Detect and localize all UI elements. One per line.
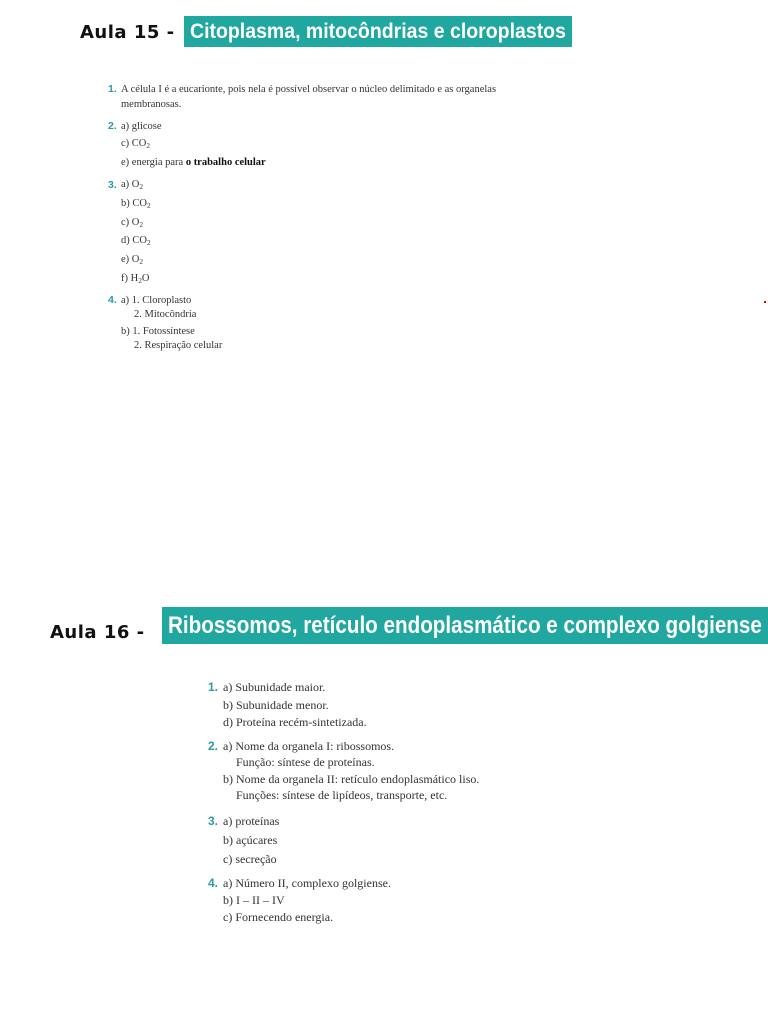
answer-item: c) secreção	[223, 851, 277, 866]
answer-item: Funções: síntese de lipídeos, transporte, etc.	[236, 788, 448, 802]
lesson-15-answers	[108, 82, 588, 352]
question-number: 1.	[208, 680, 219, 694]
answer-text: A célula I é a eucarionte, pois nela é possível observar o núcleo delimitado e as organelas	[121, 84, 497, 95]
answer-item: b) açúcares	[223, 832, 278, 847]
answer-item: a) Nome da organela I: ribossomos.	[223, 738, 395, 753]
answer-item: Função: síntese de proteínas.	[236, 755, 375, 769]
lesson-15-label: Aula 15 -	[80, 22, 175, 43]
answer-item: f) $H_2O$	[121, 272, 150, 285]
lesson-16-question-1	[208, 679, 628, 732]
question-number: 3.	[208, 813, 219, 828]
question-number: 4.	[208, 875, 219, 890]
lesson-16-answers	[208, 679, 628, 926]
question-number: 1.	[108, 83, 117, 95]
answer-item: b) Subunidade menor.	[223, 697, 329, 712]
question-number: 4.	[108, 294, 117, 307]
answer-item: a) glicose	[121, 121, 162, 132]
lesson-15-question-4	[108, 294, 588, 352]
answer-item: a) Número II, complexo golgiense.	[223, 875, 391, 890]
question-number: 3.	[108, 179, 117, 192]
answer-item: b) 1. Fotossíntese	[121, 326, 195, 338]
answer-item: e) energia para o trabalho celular	[121, 157, 266, 169]
lesson-16-question-3	[208, 812, 628, 869]
answer-item: 2. Mitocôndria	[134, 308, 197, 320]
question-number: 2.	[108, 120, 117, 132]
answer-item: d) $CO_2$	[121, 235, 151, 248]
answer-item: b) $CO_2$	[121, 197, 151, 211]
answer-item: b) I – II – IV	[223, 892, 285, 907]
lesson-15-question-2	[108, 119, 588, 170]
red-dot-mark	[764, 301, 766, 303]
answer-item: a) 1. Cloroplasto	[121, 295, 192, 307]
lesson-16-label: Aula 16 -	[50, 622, 145, 643]
lesson-15-question-3	[108, 177, 588, 289]
lesson-16-question-4	[208, 875, 628, 926]
answer-item: 2. Respiração celular	[134, 339, 223, 351]
answer-item: a) proteínas	[223, 813, 280, 828]
answer-item: e) $O_2$	[121, 254, 144, 267]
answer-item: c) $O_2$	[121, 216, 144, 229]
lesson-15-title: Citoplasma, mitocôndrias e cloroplastos	[184, 16, 572, 47]
lesson-16-question-2	[208, 738, 628, 804]
answer-item: a) $O_2$	[121, 179, 144, 192]
question-number: 2.	[208, 738, 219, 753]
answer-item: c) Fornecendo energia.	[223, 909, 334, 924]
answer-item: c) $CO_2$	[121, 138, 151, 151]
lesson-15-question-1	[108, 82, 588, 112]
answer-text: membranosas.	[121, 99, 182, 110]
answer-item: b) Nome da organela II: retículo endoplasmático liso.	[223, 771, 480, 786]
answer-item: d) Proteína recém-sintetizada.	[223, 715, 367, 729]
lesson-16-title: Ribossomos, retículo endoplasmático e complexo golgiense	[162, 607, 768, 644]
answer-item: a) Subunidade maior.	[223, 680, 326, 694]
